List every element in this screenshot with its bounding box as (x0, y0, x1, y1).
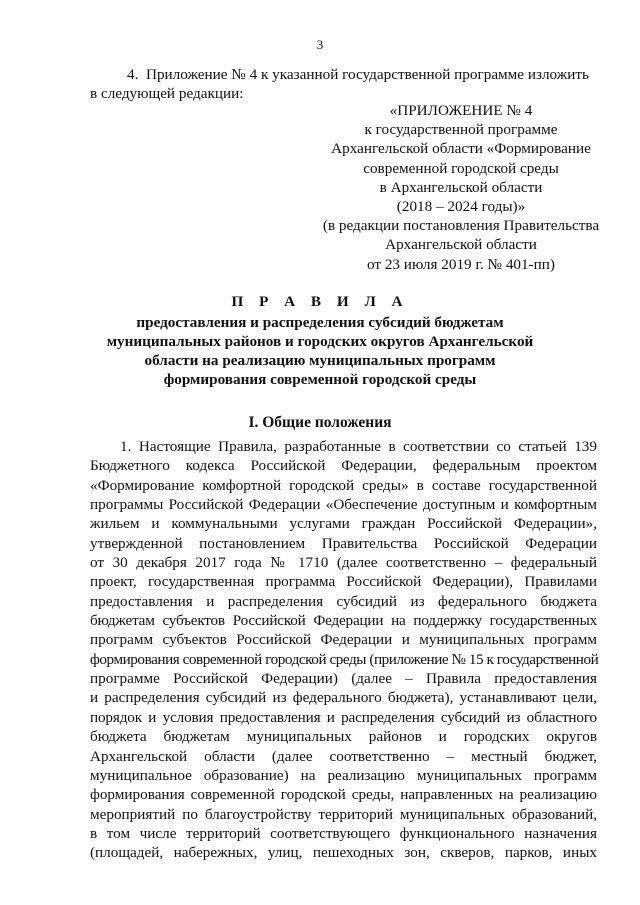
paragraph-line: (площадей, набережных, улиц, пешеходных зон, скверов, парков, иных (90, 844, 597, 862)
paragraph-line: «Формирование комфортной городской среды» в составе государственной (90, 476, 597, 494)
appendix-header-line: Архангельской области (385, 236, 537, 254)
paragraph-line: предоставления и распределения субсидий из федерального бюджета (90, 592, 597, 610)
intro-line-2: в следующей редакции: (90, 85, 244, 102)
appendix-header-line: современной городской среды (363, 159, 559, 177)
paragraph-line: формирования современной городской среды, направленных на реализацию (90, 786, 597, 804)
appendix-header (300, 101, 622, 274)
rules-subtitle-line: муниципальных районов и городских округов Архангельской (106, 333, 534, 350)
paragraph-line: мероприятий по благоустройству территорий муниципальных образований, (90, 805, 597, 823)
rules-subtitle-line: формирования современной городской среды (163, 371, 477, 388)
paragraph-line: и распределения субсидий из федерального бюджета), устанавливают цели, (90, 689, 597, 707)
rules-heading: П Р А В И Л А (231, 293, 409, 310)
paragraph-line: порядок и условия предоставления и распределения субсидий из областного (90, 708, 597, 726)
rules-subtitle-line: предоставления и распределения субсидий бюджетам (136, 314, 504, 331)
appendix-header-line: (2018 – 2024 годы)» (396, 198, 526, 216)
appendix-header-line: от 23 июля 2019 г. № 401-пп) (367, 255, 555, 273)
appendix-header-line: в Архангельской области (379, 178, 543, 196)
paragraph-line: муниципальное образование) на реализацию муниципальных программ (90, 766, 597, 784)
paragraph-line: программы Российской Федерации «Обеспечение доступным и комфортным (90, 496, 597, 514)
paragraph-line: в том числе территорий соответствующего функционального назначения (90, 824, 597, 842)
paragraph-line: Бюджетного кодекса Российской Федерации, федеральным проектом (90, 457, 597, 475)
rules-subtitle-line: области на реализацию муниципальных программ (144, 352, 496, 369)
paragraph-line: программе Российской Федерации) (далее – Правила предоставления (90, 670, 597, 688)
paragraph-line: бюджетам субъектов Российской Федерации на поддержку государственных (90, 612, 597, 630)
paragraph-line: от 30 декабря 2017 года № 1710 (далее соответственно – федеральный (90, 554, 597, 572)
paragraph-line: бюджета бюджетам муниципальных районов и городских округов (90, 728, 597, 746)
paragraph-line: 1. Настоящие Правила, разработанные в соответствии со статьей 139 (120, 438, 597, 455)
paragraph-line: программ субъектов Российской Федерации и муниципальных программ (90, 631, 597, 649)
appendix-header-line: «ПРИЛОЖЕНИЕ № 4 (389, 102, 533, 119)
paragraph-line: Архангельской области (далее соответственно – местный бюджет, (90, 747, 597, 765)
paragraph-line: утвержденной постановлением Правительства Российской Федерации (90, 534, 597, 552)
paragraph-line: жильем и коммунальными услугами граждан Российской Федерации», (90, 515, 597, 533)
section-heading: I. Общие положения (248, 414, 392, 431)
intro-line-1: 4. Приложение № 4 к указанной государственной программе изложить (127, 66, 589, 83)
page-number: 3 (316, 37, 324, 52)
paragraph-line: проект, государственная программа Российской Федерации), Правилами (90, 573, 597, 591)
appendix-header-line: к государственной программе (364, 121, 558, 139)
appendix-header-line: Архангельской области «Формирование (331, 140, 591, 158)
paragraph-line: формирования современной городской среды (приложение № 15 к государственной (90, 650, 599, 668)
paragraph-1 (90, 437, 597, 863)
appendix-header-line: (в редакции постановления Правительства (322, 217, 600, 235)
